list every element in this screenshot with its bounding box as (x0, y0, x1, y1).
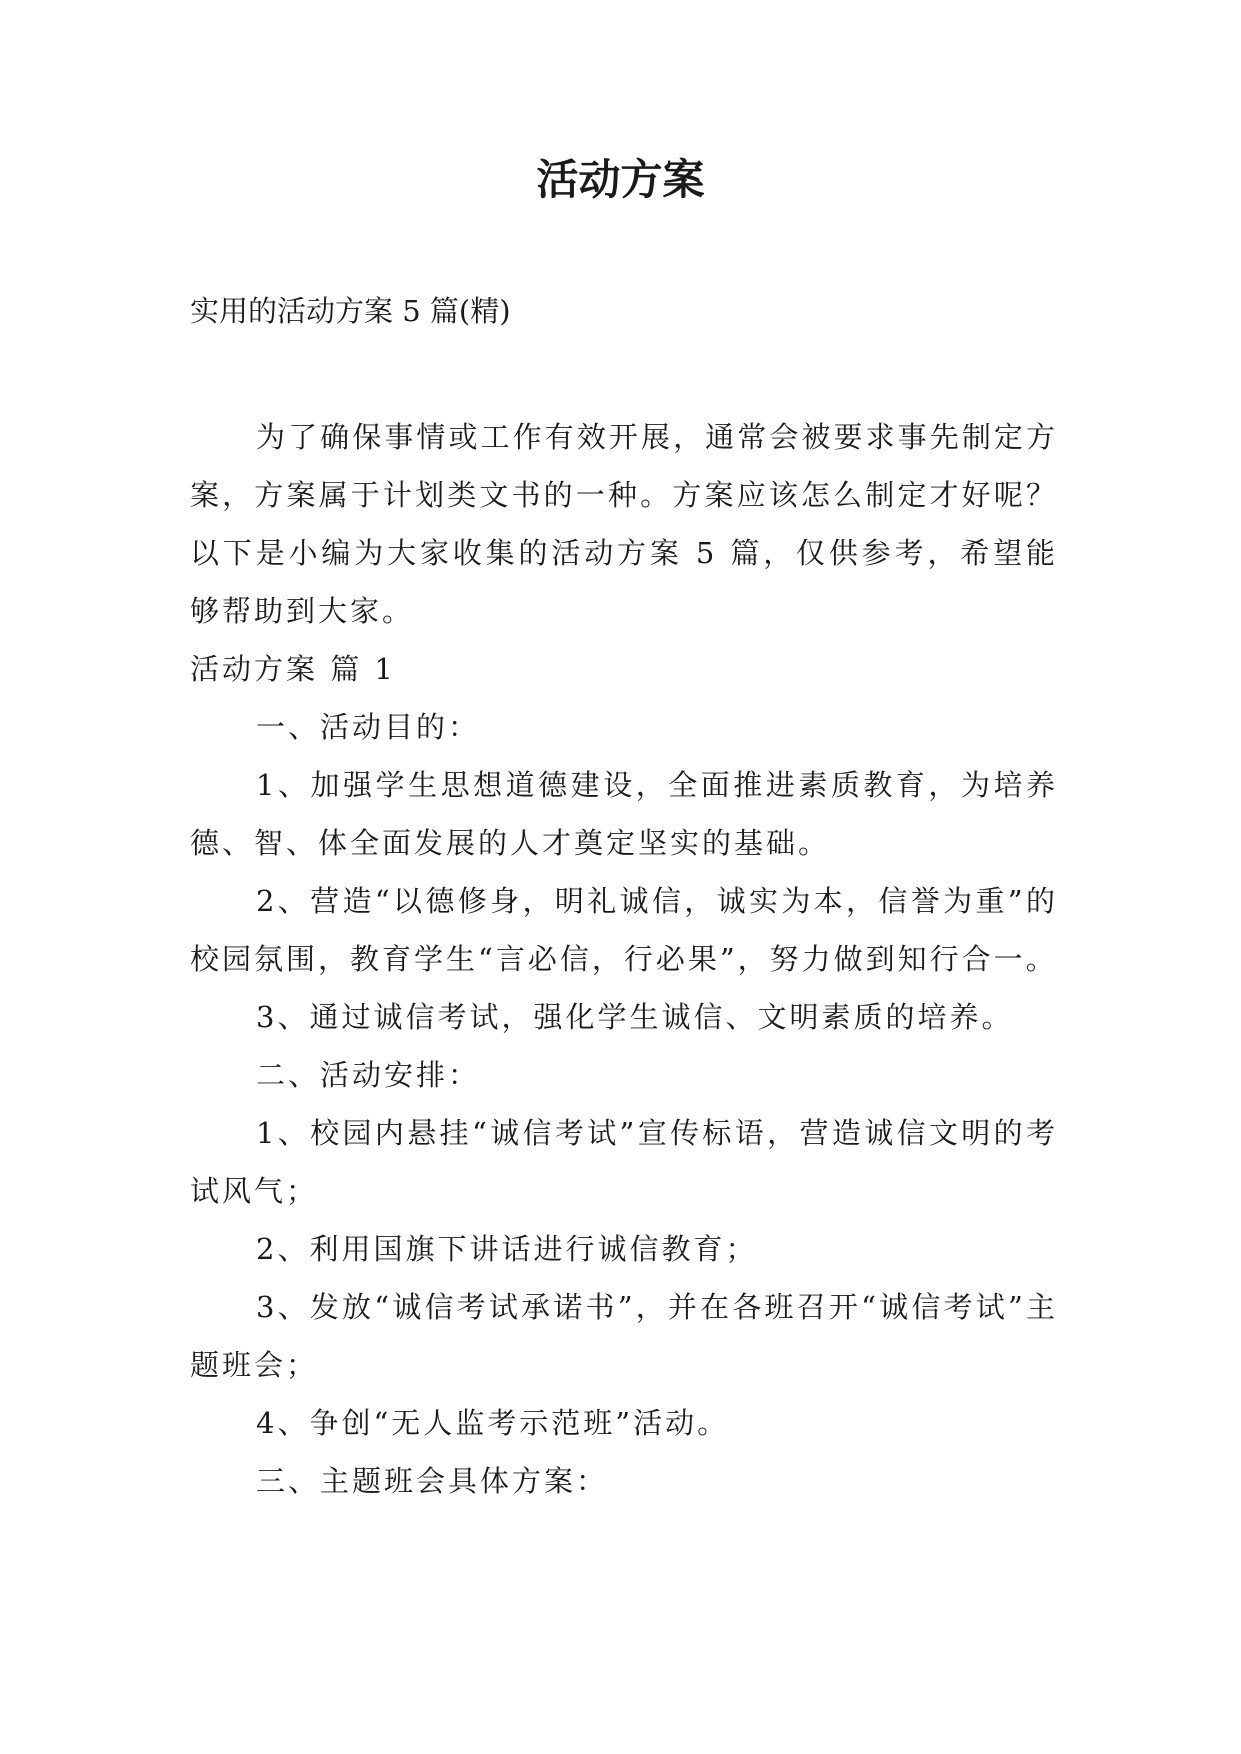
body-paragraph: 活动方案 篇 1 (190, 652, 396, 686)
body-paragraph: 2、利用国旗下讲话进行诚信教育； (256, 1232, 758, 1266)
body-paragraph: 3、通过诚信考试，强化学生诚信、文明素质的培养。 (256, 1000, 1014, 1034)
document-body (190, 408, 1058, 1510)
body-paragraph: 一、活动目的： (256, 710, 481, 744)
body-paragraph: 1、加强学生思想道德建设，全面推进素质教育，为培养德、智、体全面发展的人才奠定坚实的基础。 (190, 768, 1058, 860)
body-paragraph: 4、争创“无人监考示范班”活动。 (256, 1406, 730, 1440)
body-paragraph: 三、主题班会具体方案： (256, 1464, 609, 1498)
body-paragraph: 1、校园内悬挂“诚信考试”宣传标语，营造诚信文明的考试风气； (190, 1116, 1058, 1208)
body-paragraph: 二、活动安排： (256, 1058, 481, 1092)
document-title: 活动方案 (536, 155, 705, 204)
body-paragraph: 为了确保事情或工作有效开展，通常会被要求事先制定方案，方案属于计划类文书的一种。方案应该怎么制定才好呢？以下是小编为大家收集的活动方案 5 篇，仅供参考，希望能够帮助到大家。 (190, 420, 1058, 628)
document-subtitle: 实用的活动方案 5 篇(精) (190, 294, 511, 328)
body-paragraph: 3、发放“诚信考试承诺书”，并在各班召开“诚信考试”主题班会； (190, 1290, 1058, 1382)
body-paragraph: 2、营造“以德修身，明礼诚信，诚实为本，信誉为重”的校园氛围，教育学生“言必信，行必果”，努力做到知行合一。 (190, 884, 1058, 976)
